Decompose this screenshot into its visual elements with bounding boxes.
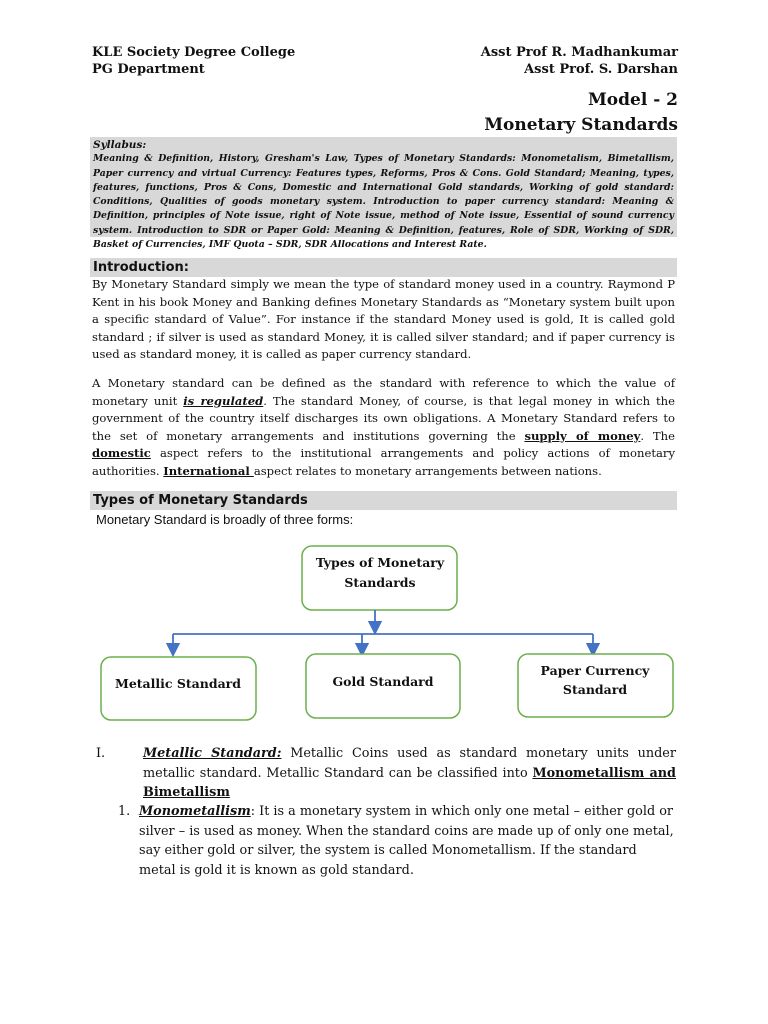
p2-text-c: . The standard Money, of course, is that legal money in which the government of the country itself discharges its own obligations. A Monetary Standard refers to the set of monetary arrangements and institutions governing the bbox=[92, 393, 676, 443]
types-heading: Types of Monetary Standards bbox=[90, 491, 677, 510]
sub-1-term: Monometallism bbox=[139, 804, 251, 819]
item-1-term: Metallic Standard: bbox=[143, 746, 282, 761]
p2-term-domestic: domestic bbox=[92, 446, 151, 460]
gold-standard-label: Gold Standard bbox=[332, 674, 434, 689]
sub-1-text bbox=[139, 802, 676, 880]
paper-currency-label-1: Paper Currency bbox=[540, 663, 650, 678]
department-name: PG Department bbox=[92, 62, 205, 77]
item-1-text bbox=[143, 744, 676, 803]
p2-term-international: International bbox=[163, 463, 254, 478]
sub-1-number: 1. bbox=[118, 804, 131, 819]
item-1-body: Metallic Coins used as standard monetary units under metallic standard. Metallic Standard can be classified into bbox=[143, 746, 676, 781]
p2-term-supply: supply of money bbox=[524, 428, 641, 443]
introduction-heading: Introduction: bbox=[90, 258, 677, 277]
model-number: Model - 2 bbox=[587, 90, 678, 110]
syllabus-label: Syllabus: bbox=[93, 139, 147, 151]
item-1-numeral: I. bbox=[96, 746, 106, 761]
root-box-label-1: Types of Monetary bbox=[315, 555, 445, 570]
sub-1-body: : It is a monetary system in which only one metal – either gold or silver – is used as money. When the standard coins are made up of only one metal, say either gold or silver, the system is called Monometallism. If the standard metal is gold it is known as gold standard. bbox=[139, 804, 674, 878]
item-1-classification: Monometallism and Bimetallism bbox=[143, 765, 676, 800]
metallic-standard-label: Metallic Standard bbox=[114, 676, 242, 691]
p2-text-g: aspect refers to the institutional arrangements and policy actions of monetary authorities. bbox=[92, 446, 675, 478]
page-title: Monetary Standards bbox=[484, 115, 678, 135]
author-1: Asst Prof R. Madhankumar bbox=[480, 45, 678, 60]
author-2: Asst Prof. S. Darshan bbox=[524, 62, 678, 77]
p2-text-i: aspect relates to monetary arrangements between nations. bbox=[253, 463, 602, 478]
p2-text-e: . The bbox=[640, 428, 675, 443]
p2-term-regulated: is regulated bbox=[183, 393, 264, 408]
college-name: KLE Society Degree College bbox=[92, 45, 296, 60]
p2-text-a: A Monetary standard can be defined as the standard with reference to which the value of monetary unit bbox=[92, 376, 675, 408]
introduction-paragraph-1: By Monetary Standard simply we mean the type of standard money used in a country. Raymond P Kent in his book Money and Banking defines Monetary Standards as “Monetary system built upon a specific standard of Value”. For instance if the standard Money used is gold, It is called gold standard ; if silver is used as standard Money, it is called silver standard; and if paper currency is used as standard money, it is called as paper currency standard. bbox=[92, 277, 675, 361]
paper-currency-label-2: Standard bbox=[562, 682, 628, 697]
types-intro: Monetary Standard is broadly of three forms: bbox=[96, 512, 354, 527]
syllabus-text: Meaning & Definition, History, Gresham's Law, Types of Monetary Standards: Monometalism, Bimetallism, Paper currency and virtual Currency: Features types, Reforms, Pros & Cons. Gold Standard; Meaning, types, features, functions, Pros & Cons, Domestic and International Gold standards, Working of gold standard: Conditions, Qualities of goods monetary system. Introduction to paper currency standard: Meaning & Definition, principles of Note issue, right of Note issue, method of Note issue, Essential of sound currency system. Introduction to SDR or Paper Gold: Meaning & Definition, features, Role of SDR, Working of SDR, Basket of Currencies, IMF Quota – SDR, SDR Allocations and Interest Rate. bbox=[93, 153, 674, 251]
root-box-label-2: Standards bbox=[344, 575, 416, 590]
